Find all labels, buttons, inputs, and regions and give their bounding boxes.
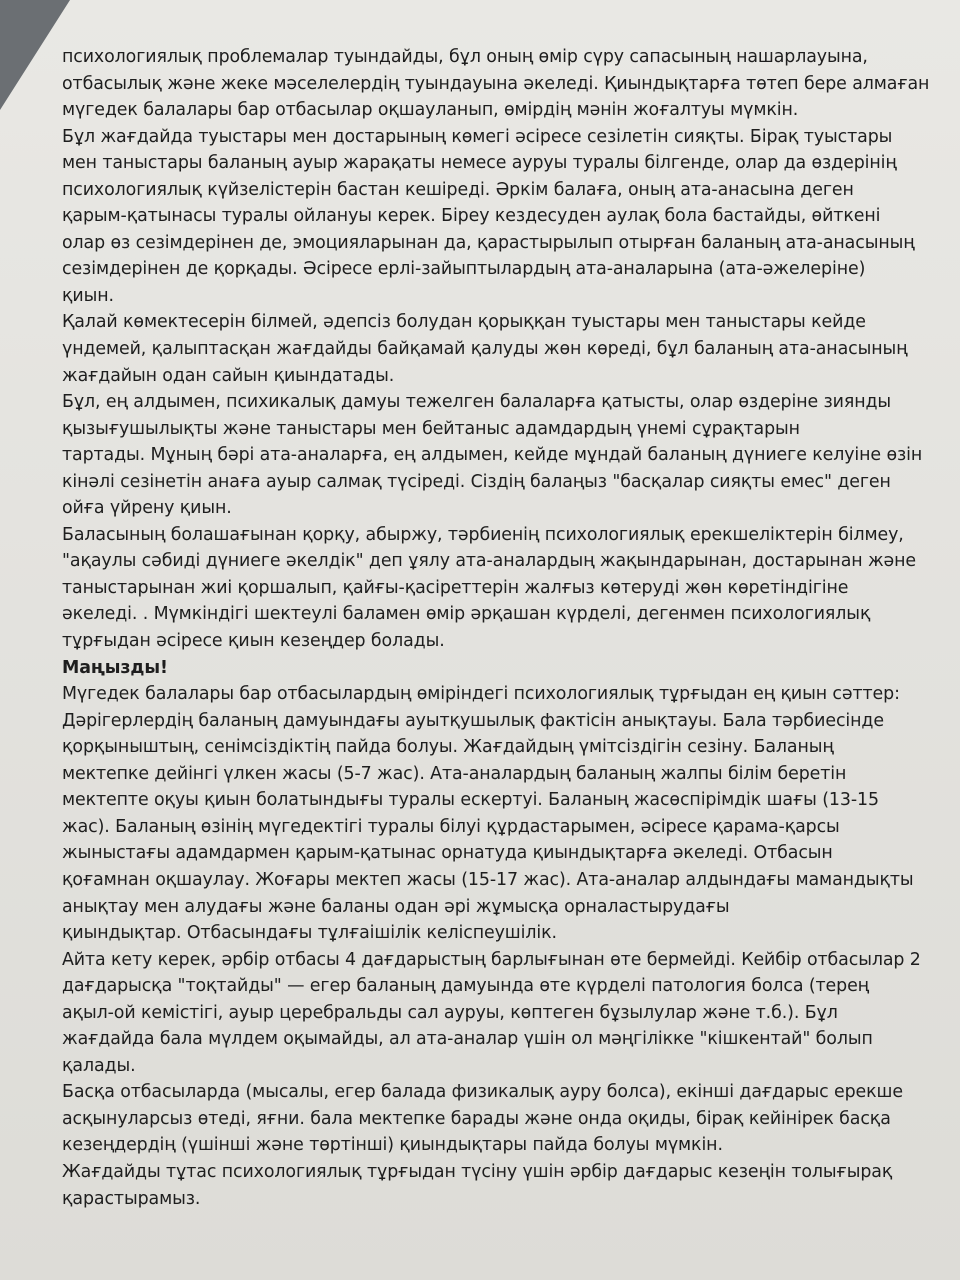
text-line: Бұл жағдайда туыстары мен достарының көмегі әсіресе сезілетін сияқты. Бірақ туыстары	[62, 126, 893, 147]
text-line: қиын.	[62, 285, 114, 306]
text-line: "ақаулы сәбиді дүниеге әкелдік" деп ұялу ата-аналардың жақындарынан, достарынан және	[62, 551, 916, 572]
text-line: психологиялық күйзелістерін бастан кешіреді. Әркім балаға, оның ата-анасына деген	[62, 179, 854, 200]
text-line: Жағдайды тұтас психологиялық тұрғыдан түсіну үшін әрбір дағдарыс кезеңін толығырақ	[62, 1161, 893, 1182]
text-line: ойға үйрену қиын.	[62, 498, 232, 519]
text-line: асқынуларсыз өтеді, яғни. бала мектепке барады және онда оқиды, бірақ кейінірек басқа	[62, 1108, 891, 1129]
text-line: ақыл-ой кемістігі, ауыр церебральды сал ауруы, көптеген бұзылулар және т.б.). Бұл	[62, 1002, 838, 1023]
text-line: мектепте оқуы қиын болатындығы туралы ескертуі. Баланың жасөспірімдік шағы (13-15	[62, 790, 879, 811]
text-line: таныстарынан жиі қоршалып, қайғы-қасіреттерін жалғыз көтеруді жөн көретіндігіне	[62, 577, 849, 598]
text-line: кінәлі сезінетін анаға ауыр салмақ түсіреді. Сіздің балаңыз "басқалар сияқты емес" деген	[62, 471, 891, 492]
text-line: қалады.	[62, 1055, 136, 1076]
text-line: тұрғыдан әсіресе қиын кезеңдер болады.	[62, 631, 445, 652]
text-line: қиындықтар. Отбасындағы тұлғаішілік келіспеушілік.	[62, 923, 557, 944]
text-line: олар өз сезімдерінен де, эмоцияларынан да, қарастырылып отырған баланың ата-анасының	[62, 232, 915, 253]
text-line: Баласының болашағынан қорқу, абыржу, тәрбиенің психологиялық ерекшеліктерін білмеу,	[62, 524, 904, 545]
text-line: отбасылық және жеке мәселелердің туындауына әкеледі. Қиындықтарға төтеп бере алмаған	[62, 73, 930, 94]
text-line: жас). Баланың өзінің мүгедектігі туралы білуі құрдастарымен, әсіресе қарама-қарсы	[62, 816, 840, 837]
section-heading: Маңызды!	[62, 657, 168, 678]
text-line: мүгедек балалары бар отбасылар оқшауланып, өмірдің мәнін жоғалтуы мүмкін.	[62, 100, 799, 121]
text-line: Айта кету керек, әрбір отбасы 4 дағдарыстың барлығынан өте бермейді. Кейбір отбасылар 2	[62, 949, 921, 970]
text-line: жыныстағы адамдармен қарым-қатынас орнатуда қиындықтарға әкеледі. Отбасын	[62, 843, 833, 864]
text-line: үндемей, қалыптасқан жағдайды байқамай қалуды жөн көреді, бұл баланың ата-анасының	[62, 339, 908, 360]
text-line: қызығушылықты және таныстары мен бейтаныс адамдардың үнемі сұрақтарын	[62, 418, 800, 439]
text-line: Дәрігерлердің баланың дамуындағы ауытқушылық фактісін анықтауы. Бала тәрбиесінде	[62, 710, 884, 731]
text-line: психологиялық проблемалар туындайды, бұл оның өмір сүру сапасының нашарлауына,	[62, 47, 868, 67]
text-line: мен таныстары баланың ауыр жарақаты немесе ауруы туралы білгенде, олар да өздерінің	[62, 153, 897, 174]
text-line: Қалай көмектесерін білмей, әдепсіз болудан қорыққан туыстары мен таныстары кейде	[62, 312, 866, 333]
text-line: әкеледі. . Мүмкіндігі шектеулі баламен өмір әрқашан күрделі, дегенмен психологиялық	[62, 604, 871, 625]
text-line: Мүгедек балалары бар отбасылардың өміріндегі психологиялық тұрғыдан ең қиын сәттер:	[62, 684, 900, 705]
text-line: Бұл, ең алдымен, психикалық дамуы тежелген балаларға қатысты, олар өздеріне зиянды	[62, 392, 892, 413]
text-line: қоғамнан оқшаулау. Жоғары мектеп жасы (15-17 жас). Ата-аналар алдындағы мамандықты	[62, 869, 914, 890]
text-line: сезімдерінен де қорқады. Әсіресе ерлі-зайыптылардың ата-аналарына (ата-әжелеріне)	[62, 259, 866, 280]
text-line: жағдайын одан сайын қиындатады.	[62, 365, 395, 386]
text-line: дағдарысқа "тоқтайды" — егер баланың дамуында өте күрделі патология болса (терең	[62, 976, 870, 997]
text-line: мектепке дейінгі үлкен жасы (5-7 жас). Ата-аналардың баланың жалпы білім беретін	[62, 763, 847, 784]
folded-corner	[0, 0, 70, 110]
page-body-text	[62, 44, 942, 1212]
text-line: анықтау мен алудағы және баланы одан әрі жұмысқа орналастырудағы	[62, 896, 730, 917]
text-line: қарым-қатынасы туралы ойлануы керек. Біреу кездесуден аулақ бола бастайды, өйткені	[62, 206, 881, 227]
text-line: қарастырамыз.	[62, 1188, 201, 1209]
text-line: кезеңдердің (үшінші және төртінші) қиындықтары пайда болуы мүмкін.	[62, 1135, 723, 1156]
text-line: жағдайда бала мүлдем оқымайды, ал ата-аналар үшін ол мәңгілікке "кішкентай" болып	[62, 1029, 873, 1050]
text-line: Басқа отбасыларда (мысалы, егер балада физикалық ауру болса), екінші дағдарыс ерекше	[62, 1082, 903, 1103]
text-line: тартады. Мұның бәрі ата-аналарға, ең алдымен, кейде мұндай баланың дүниеге келуіне өзін	[62, 445, 923, 466]
text-line: қорқыныштың, сенімсіздіктің пайда болуы. Жағдайдың үмітсіздігін сезіну. Баланың	[62, 737, 834, 758]
